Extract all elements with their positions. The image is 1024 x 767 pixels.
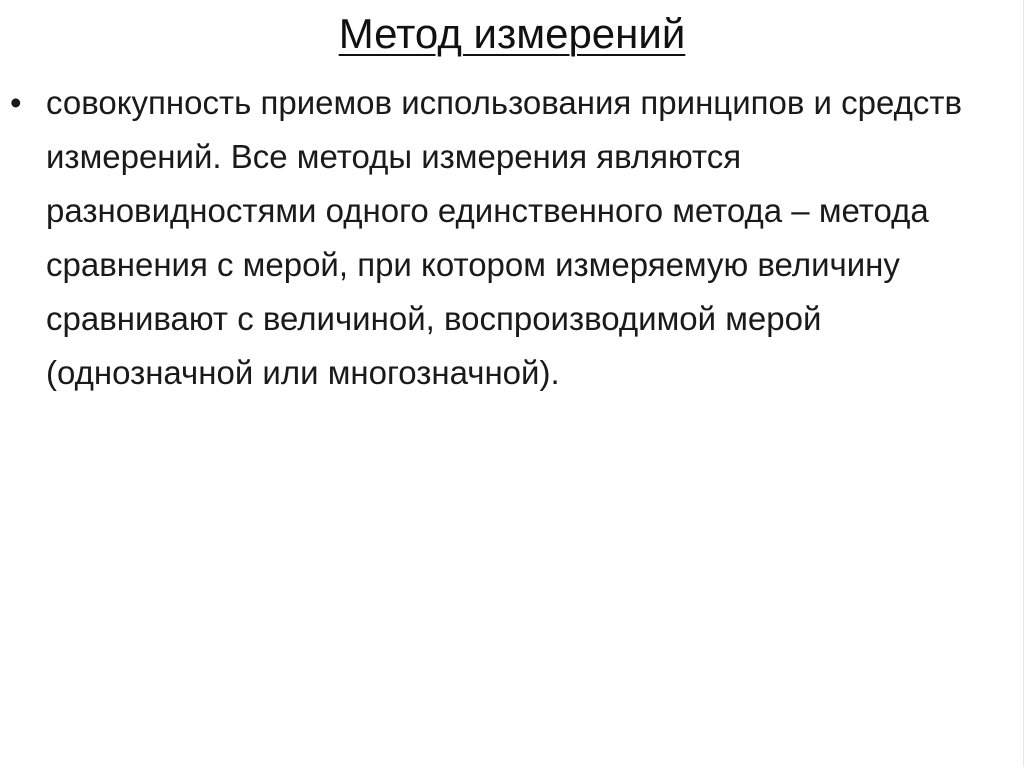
- bullet-item: [0, 76, 976, 400]
- bullet-marker: •: [10, 84, 22, 121]
- bullet-text: совокупность приемов использования принципов и средств измерений. Все методы измерения являются разновидностями одного единственного метода – метода сравнения с мерой, при котором измеряемую величину сравнивают с величиной, воспроизводимой мерой (однозначной или многозначной).: [46, 84, 963, 391]
- slide-title: Метод измерений: [338, 10, 686, 57]
- bullet-list: [0, 76, 1000, 400]
